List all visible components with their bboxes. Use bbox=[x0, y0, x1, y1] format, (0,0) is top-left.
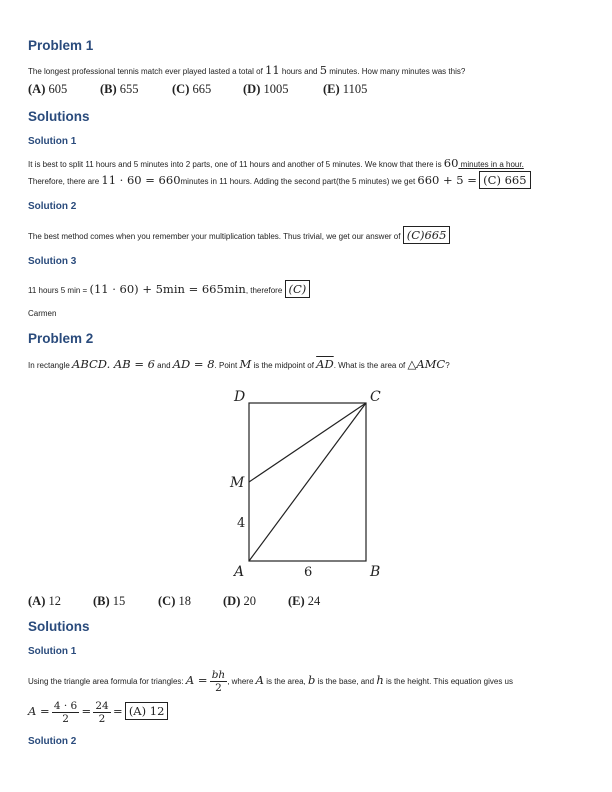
fraction-4x6-over-2: $\frac{4 \cdot 6}{2}$ bbox=[53, 700, 78, 726]
segment-mc bbox=[249, 403, 366, 482]
problem-1-solution-2-heading: Solution 2 bbox=[28, 201, 77, 212]
choice-c: (C) 665 bbox=[172, 82, 212, 96]
length-label-4: 4 bbox=[237, 516, 246, 531]
problem-2-solution-2-heading: Solution 2 bbox=[28, 736, 77, 747]
problem-2-solution-1-line-1: Using the triangle area formula for triangles: A = $\frac{bh}{2}$ , where A is the area, b is the base, and h is the height. This equation gives us bbox=[28, 669, 513, 695]
vertex-label-d: D bbox=[234, 389, 246, 405]
segment-ac bbox=[249, 403, 366, 561]
problem-2-statement: In rectangle ABCD. AB = 6 and AD = 8. Point M is the midpoint of $\overline{AD}$. What is the area of △AMC? bbox=[28, 357, 450, 371]
problem-2-solutions-heading: Solutions bbox=[28, 619, 90, 634]
vertex-label-c: C bbox=[370, 389, 381, 405]
choice-b: (B) 655 bbox=[100, 82, 139, 96]
problem-2-solution-1-heading: Solution 1 bbox=[28, 646, 77, 657]
problem-1-solutions-heading: Solutions bbox=[28, 109, 90, 124]
boxed-answer: (C) bbox=[285, 280, 311, 298]
problem-1-answer-choices bbox=[28, 82, 367, 97]
problem-2-answer-choices bbox=[28, 594, 320, 609]
choice-c: (C) 18 bbox=[158, 594, 191, 608]
problem-1-statement: The longest professional tennis match ever played lasted a total of 11 hours and 5 minutes. How many minutes was this? bbox=[28, 63, 466, 77]
point-label-m: M bbox=[230, 475, 245, 491]
choice-d: (D) 1005 bbox=[243, 82, 289, 96]
problem-1-solution-1-line-1: It is best to split 11 hours and 5 minutes into 2 parts, one of 11 hours and another of 5 minutes. We know that there is 60 minutes in a hour. bbox=[28, 156, 524, 170]
rectangle-diagram bbox=[220, 385, 390, 580]
problem-1-solution-1-line-2: Therefore, there are 11 · 60 = 660minutes in 11 hours. Adding the second part(the 5 minutes) we get 660 + 5 = (C) 665 bbox=[28, 174, 531, 188]
problem-1-solution-3-heading: Solution 3 bbox=[28, 256, 77, 267]
problem-2-solution-1-line-2: A = $\frac{4 \cdot 6}{2}$ = $\frac{24}{2}$ = (A) 12 bbox=[28, 698, 168, 726]
vertex-label-a: A bbox=[234, 564, 245, 580]
boxed-answer: (A) 12 bbox=[125, 702, 169, 720]
problem-1-solution-2-text: The best method comes when you remember your multiplication tables. Thus trivial, we get our answer of (C)665 bbox=[28, 229, 450, 243]
problem-1-heading: Problem 1 bbox=[28, 38, 94, 53]
fraction-24-over-2: $\frac{24}{2}$ bbox=[95, 700, 109, 726]
boxed-answer: (C) 665 bbox=[479, 171, 530, 189]
choice-e: (E) 24 bbox=[288, 594, 321, 608]
choice-a: (A) 12 bbox=[28, 594, 61, 608]
choice-e: (E) 1105 bbox=[323, 82, 368, 96]
boxed-answer: (C)665 bbox=[403, 226, 451, 244]
length-label-6: 6 bbox=[304, 565, 313, 580]
fraction-bh-over-2: $\frac{bh}{2}$ bbox=[211, 669, 226, 695]
vertex-label-b: B bbox=[370, 564, 381, 580]
choice-a: (A) 605 bbox=[28, 82, 68, 96]
choice-b: (B) 15 bbox=[93, 594, 126, 608]
choice-d: (D) 20 bbox=[223, 594, 256, 608]
problem-1-solution-3-text: 11 hours 5 min = (11 · 60) + 5min = 665min, therefore (C) bbox=[28, 283, 310, 297]
problem-1-solution-1-heading: Solution 1 bbox=[28, 136, 77, 147]
solution-author: Carmen bbox=[28, 309, 57, 318]
problem-2-heading: Problem 2 bbox=[28, 331, 94, 346]
